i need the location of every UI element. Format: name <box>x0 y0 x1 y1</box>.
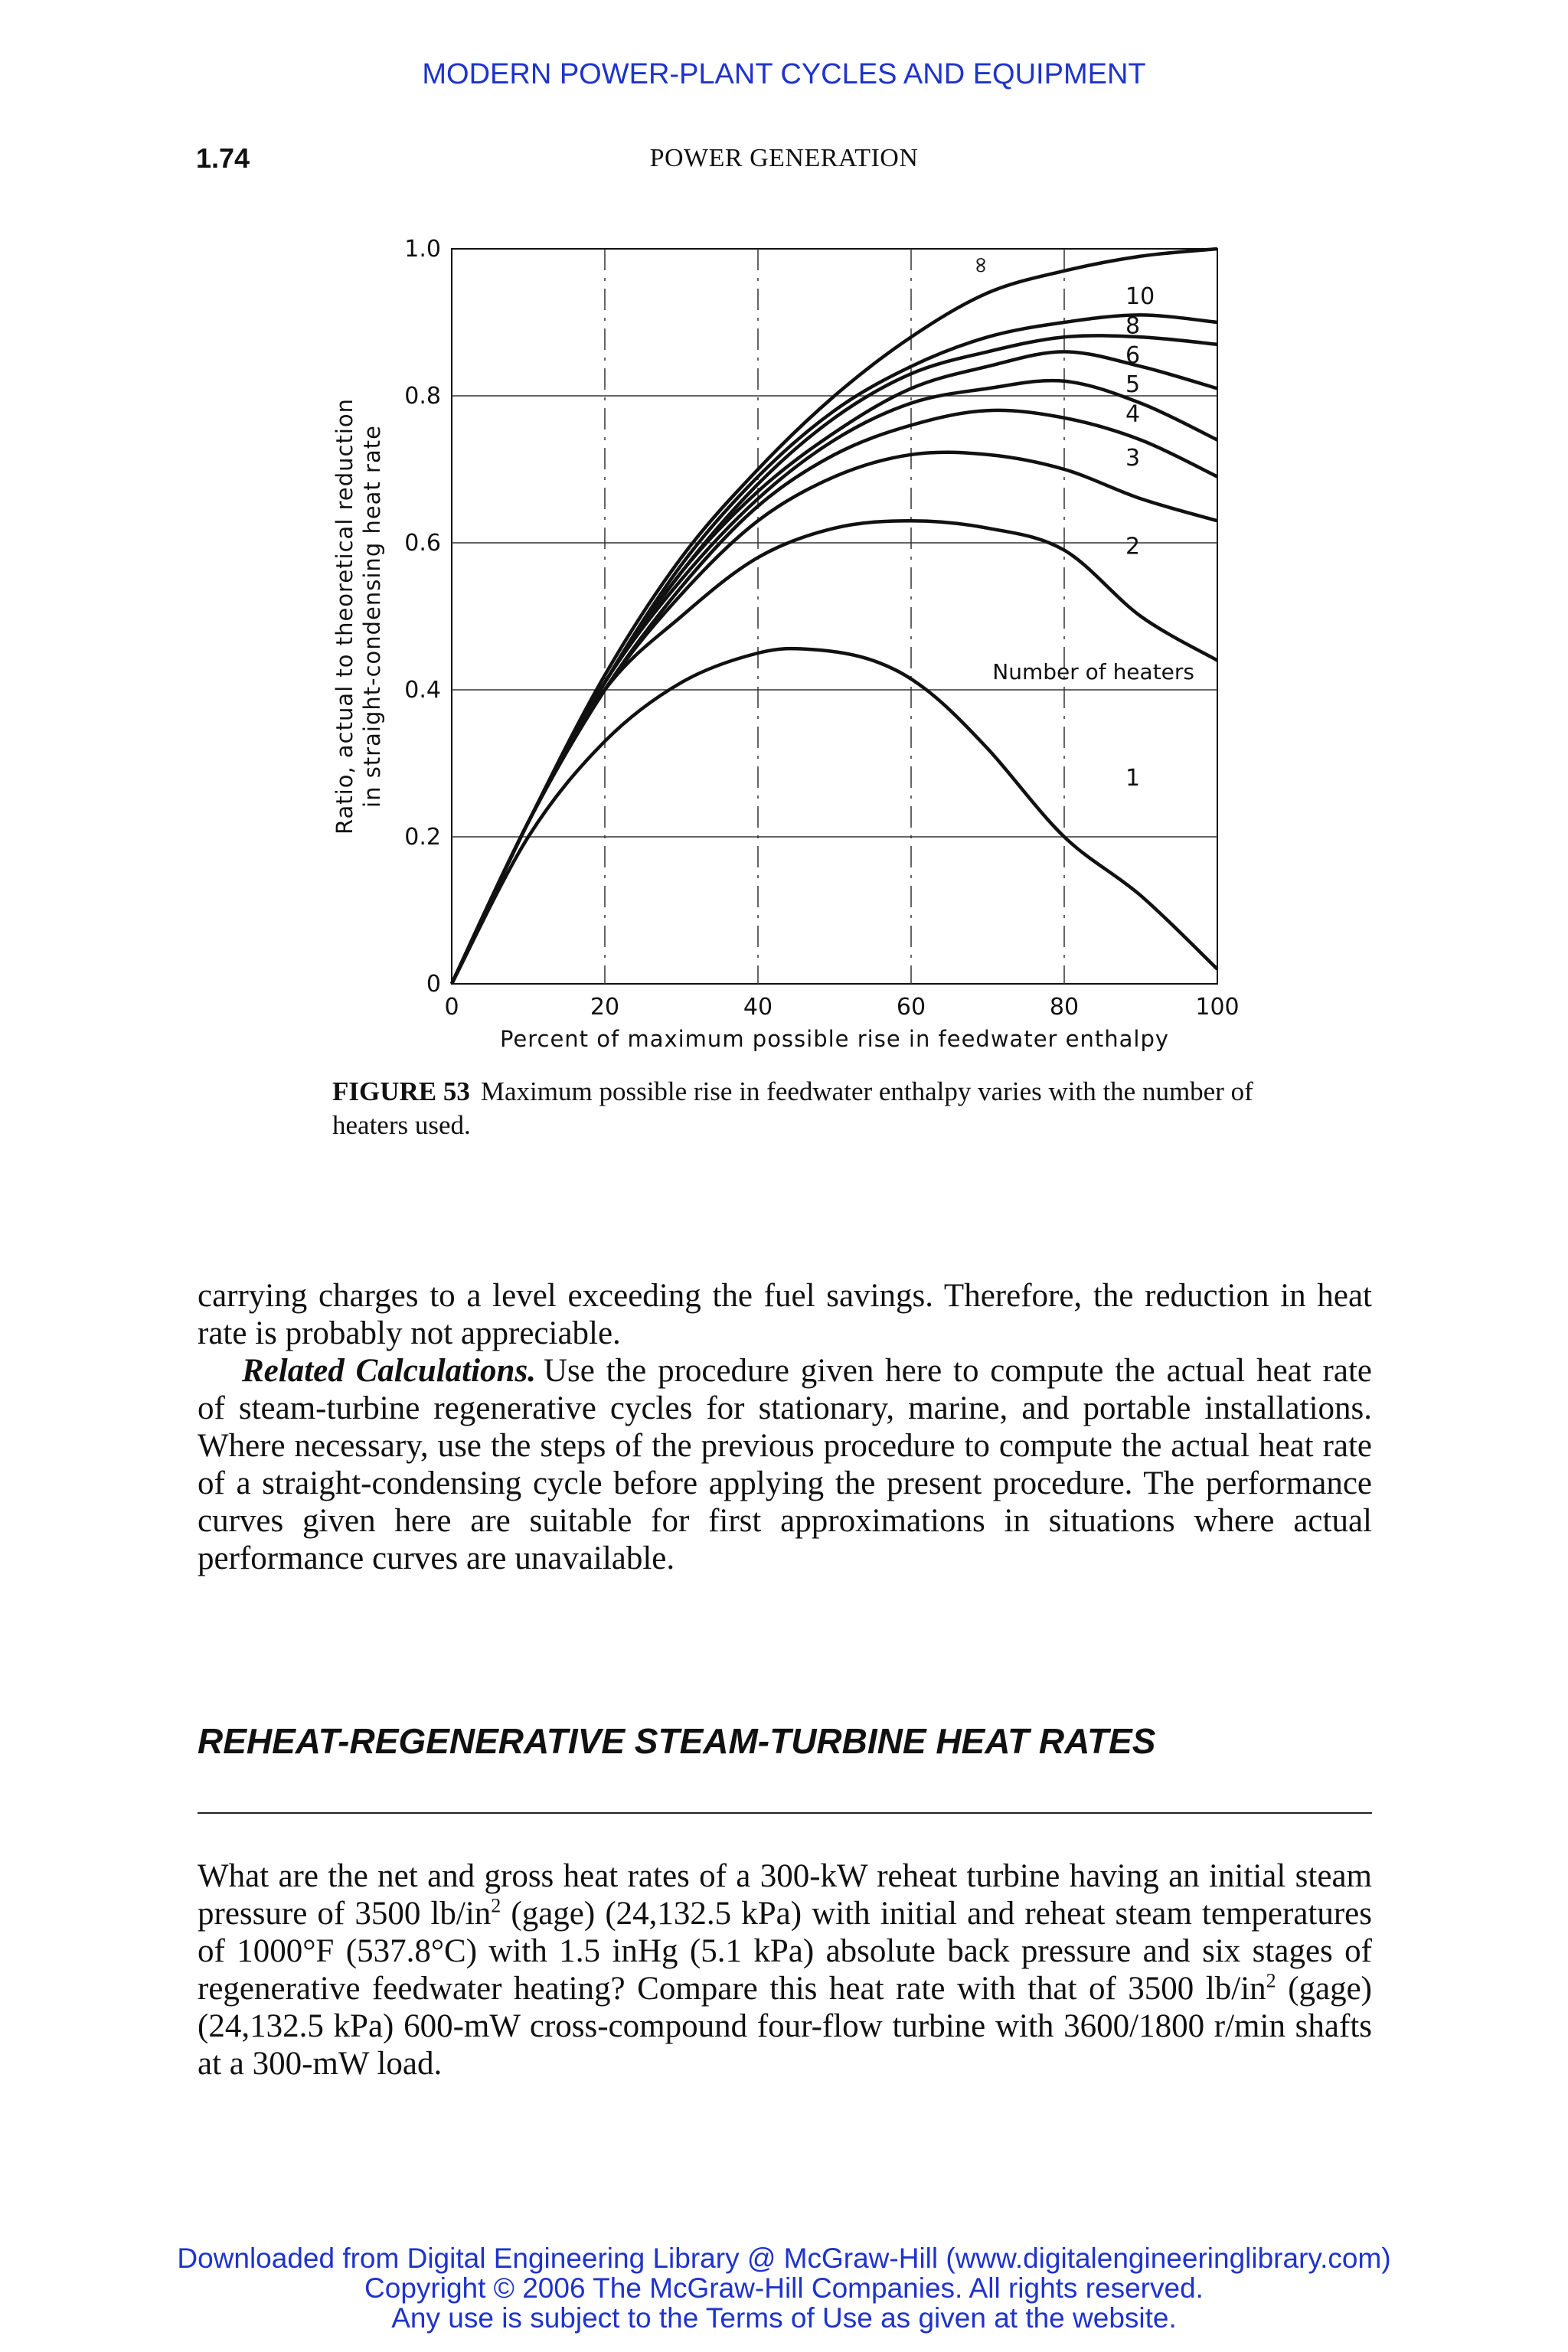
x-tick-label: 0 <box>444 994 459 1021</box>
figure-53-chart <box>306 222 1271 1064</box>
series-label-5: 5 <box>1125 371 1141 399</box>
page-number: 1.74 <box>196 142 250 174</box>
series-line-10 <box>452 315 1217 984</box>
running-head-link[interactable]: MODERN POWER-PLANT CYCLES AND EQUIPMENT <box>422 58 1146 90</box>
x-axis-label: Percent of maximum possible rise in feedwater enthalpy <box>499 1026 1170 1052</box>
series-line-3 <box>452 452 1217 984</box>
section-heading: REHEAT-REGENERATIVE STEAM-TURBINE HEAT RATES <box>198 1721 1156 1761</box>
paragraph-3-part-b: (gage) (24,132.5 kPa) with initial and reheat steam temperatures of 1000°F (537.8°C) with 1.5 inHg (5.1 kPa) absolute back pressure and six stages of regenerative feedwater heating? Compare this heat rate with that of 3500 lb/in <box>198 1896 1372 2007</box>
x-tick-label: 40 <box>743 994 773 1021</box>
axis-ticks <box>404 236 1239 1021</box>
series-line-1 <box>452 648 1217 984</box>
section-title: POWER GENERATION <box>649 144 919 172</box>
series-group <box>452 249 1217 984</box>
figure-caption-text: Maximum possible rise in feedwater enthalpy varies with the number of heaters used. <box>332 1076 1253 1140</box>
series-label-6: 6 <box>1125 341 1141 369</box>
heading-rule <box>198 1812 1372 1814</box>
annotation-number-of-heaters: Number of heaters <box>992 659 1194 684</box>
paragraph-3-part-c: (gage) (24,132.5 kPa) 600-mW cross-compound four-flow turbine with 3600/1800 r/min shafts at a 300-mW load. <box>198 1971 1372 2082</box>
series-label-8: 8 <box>1125 312 1141 340</box>
superscript-2: 2 <box>491 1894 501 1917</box>
series-label-1: 1 <box>1125 764 1141 792</box>
figure-caption <box>332 1075 1282 1142</box>
y-axis-label-line2: in straight-condensing heat rate <box>359 425 385 808</box>
series-line-4 <box>452 410 1217 984</box>
superscript-2: 2 <box>1266 1969 1276 1992</box>
series-label-2: 2 <box>1125 533 1141 560</box>
paragraph-2-lead: Related Calculations. <box>242 1353 536 1389</box>
paragraph-1: carrying charges to a level exceeding the fuel savings. Therefore, the reduction in heat rate is probably not appreciable. <box>198 1278 1372 1351</box>
x-tick-label: 100 <box>1195 994 1240 1021</box>
series-line-infinity <box>452 249 1217 984</box>
series-label-3: 3 <box>1125 445 1141 472</box>
y-tick-label: 0.6 <box>404 530 441 557</box>
figure-label: FIGURE 53 <box>332 1076 470 1106</box>
footer <box>0 2243 1568 2333</box>
footer-download-link[interactable]: Downloaded from Digital Engineering Library @ McGraw-Hill (www.digitalengineeringlibrary.com) <box>177 2243 1391 2274</box>
grid <box>452 249 1217 984</box>
y-tick-label: 0 <box>426 971 441 998</box>
plot-frame <box>452 249 1217 984</box>
y-tick-label: 1.0 <box>404 236 441 263</box>
paragraph-3 <box>198 1857 1372 2082</box>
series-label-10: 10 <box>1125 283 1155 310</box>
y-tick-label: 0.2 <box>404 824 441 851</box>
x-tick-label: 60 <box>896 994 926 1021</box>
paragraph-2-text: Use the procedure given here to compute the actual heat rate of steam-turbine regenerative cycles for stationary, marine, and portable installations. Where necessary, use the steps of the previous procedure to compute the actual heat rate of a straight-condensing cycle before applying the present procedure. The performance curves given here are suitable for first approximations in situations where actual performance curves are unavailable. <box>198 1353 1372 1576</box>
y-tick-label: 0.4 <box>404 677 441 704</box>
series-label-infinity: ∞ <box>967 255 994 275</box>
footer-terms[interactable]: Any use is subject to the Terms of Use as given at the website. <box>391 2302 1177 2334</box>
y-tick-label: 0.8 <box>404 383 441 410</box>
x-tick-label: 80 <box>1049 994 1080 1021</box>
paragraph-3-part-a: What are the net and gross heat rates of a 300-kW reheat turbine having an initial steam pressure of 3500 lb/in <box>198 1858 1372 1932</box>
footer-copyright: Copyright © 2006 The McGraw-Hill Companies. All rights reserved. <box>364 2272 1204 2304</box>
paragraph-2 <box>198 1352 1372 1577</box>
y-axis-label-line1: Ratio, actual to theoretical reduction <box>332 397 358 835</box>
series-label-4: 4 <box>1125 400 1141 428</box>
x-tick-label: 20 <box>590 994 620 1021</box>
